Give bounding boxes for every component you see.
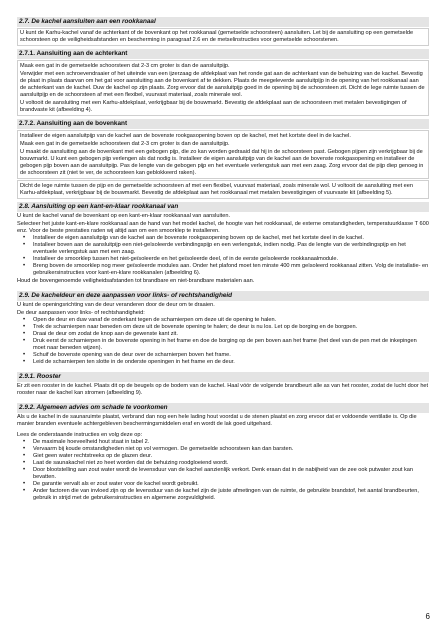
section-2-8 <box>17 202 429 285</box>
list-item: • Vervaarm bij koude omstandigheden niet op vol vermogen. De gemetselde schoorsteen kan dan barsten. <box>33 446 429 453</box>
paragraph: De deur aanpassen voor links- of rechtshandigheid: <box>17 310 145 316</box>
section-2-9 <box>17 291 429 366</box>
paragraph: Maak een gat in de gemetselde schoorsteen dat 2-3 cm groter is dan de aansluitpijp. <box>20 63 230 69</box>
paragraph: Lees de onderstaande instructies en volg deze op: <box>17 432 143 438</box>
section-heading: 2.9. De kacheldeur en deze aanpassen voor links- of rechtshandigheid <box>17 291 429 301</box>
paragraph: U maakt de aansluiting aan de bovenkant met een gebogen pijp, die zo kan worden gedraaid dat hij in de schoorsteen past. Gebogen pijpen zijn verkrijgbaar bij de bouwmarkt. U kunt een gebogen pijp verlengen als dat nodig is. Installeer de eigen aansluitpijp van de kachel aan de bovenste rookgasopening en installeer de gebogen pijp boven aan de aansluitpijp. Pas de lengte van de gebogen pijp en het eventuele verlengstuk aan met een zaag. Zorg ervoor dat de pijp diep genoeg in de schoorsteen zit (niet te ver, de schoorsteen kan geblokkeerd raken). <box>20 149 424 176</box>
paragraph: U kunt de Karhu-kachel vanaf de achterkant of de bovenkant op het rookkanaal (gemetselde schoorsteen) aansluiten. Let bij de aansluiting op een gemetselde schoorsteen op de veiligheidsafstanden en bescherming in paragraaf 2.6 en de metselinstructies voor gemetselde schoorstenen. <box>17 28 429 46</box>
section-2-7-2 <box>17 119 429 199</box>
section-2-7 <box>17 17 429 46</box>
paragraph: Als u de kachel in de saunaruimte plaatst, verbrand dan nog een hele lading hout voordat u de stenen plaatst en zorg ervoor dat er voldoende ventilatie is. Op die manier branden eventuele achtergebleven beschermingsmiddelen eraf en wordt de lak goed uitgehard. <box>17 414 417 427</box>
list-item: • Installeer boven aan de aansluitpijp een niet-geïsoleerde verbindingspijp en een verlengstuk, indien nodig. Pas de lengte van de verbindingspijp en het eventuele verlengstuk aan met een zaag. <box>33 242 429 256</box>
list-item: • Breng boven de smoorklep nog meer geïsoleerde modules aan. Onder het plafond moet ten minste 400 mm geïsoleerd rookkanaal zitten. Volg de installatie- en gebruikersinstructies voor kant-en-klare rookkanalen (afbeelding 6). <box>33 263 429 277</box>
list-item: • Ander factoren die van invloed zijn op de levensduur van de kachel zijn de juiste afmetingen van de ruimte, de gebruikte brandstof, het aantal brandbeurten, gebruik in strijd met de gebruikersinstructies en algemene zorgvuldigheid. <box>33 488 429 502</box>
list-item: • Druk eerst de scharnierpen in de bovenste opening in het frame en doe de borging op de pen boven aan het frame (het deel van de pen met de inkepingen moet naar beneden wijzen). <box>33 338 429 352</box>
paragraph: U kunt de kachel vanaf de bovenkant op een kant-en-klaar rookkanaal van aansluiten. <box>17 213 231 219</box>
list-item: • Door blootstelling aan zout water wordt de levensduur van de kachel aanzienlijk verkort. Denk eraan dat in de nabijheid van de zee ook putwater zout kan bevatten. <box>33 467 429 481</box>
section-heading: 2.7. De kachel aansluiten aan een rookkanaal <box>17 17 429 27</box>
document-page <box>17 14 429 502</box>
list-item: • Laat de saunakachel niet zo heet worden dat de behuizing roodgloeiend wordt. <box>33 460 429 467</box>
paragraph: Selecteer het juiste kant-en-klare rookkanaal aan de hand van het model kachel, de hoogte van het rookkanaal, de externe omstandigheden, temperatuurklasse T 600 enz. Voor de beste prestaties raden wij altijd aan om een smoorklep te installeren. <box>17 221 429 234</box>
section-heading: 2.9.2. Algemeen advies om schade te voorkomen <box>17 403 429 413</box>
list-item: • Leid de scharnierpen ten slotte in de onderste openingen in het frame en de deur. <box>33 359 429 366</box>
list-item: • Installeer de smoorklep tussen het niet-geïsoleerde en het geïsoleerde deel, of in de eerste geïsoleerde rookkanaalmodule. <box>33 256 429 263</box>
bullet-list <box>17 235 429 277</box>
list-item: • Installeer de eigen aansluitpijp van de kachel aan de bovenste rookgasopening boven op de kachel, met het kortste deel in de kachel. <box>33 235 429 242</box>
section-heading: 2.7.2. Aansluiting aan de bovenkant <box>17 119 429 129</box>
page-number: 6 <box>425 612 430 621</box>
paragraph: U kunt de openingsrichting van de deur veranderen door de deur om te draaien. <box>17 302 215 308</box>
list-item: • Schuif de bovenste opening van de deur over de scharnierpen boven het frame. <box>33 352 429 359</box>
bullet-list <box>17 439 429 502</box>
list-item: • Trek de scharnierpen naar beneden om deze uit de bovenste opening te halen; de deur is nu los. Let op de borging en de borgpen. <box>33 324 429 331</box>
section-2-7-1 <box>17 49 429 116</box>
boxed-block <box>17 180 429 199</box>
paragraph: U voltooit de aansluiting met een Karhu-afdekplaat, verkrijgbaar bij de bouwmarkt. Bevestig de afdekplaat aan de schoorsteen met metalen bevestigingen of brandvaste kit (afbeelding 4). <box>20 100 407 113</box>
list-item: • Draai de deur om zodat de knop aan de gewenste kant zit. <box>33 331 429 338</box>
paragraph: Maak een gat in de gemetselde schoorsteen dat 2-3 cm groter is dan de aansluitpijp. <box>20 141 230 147</box>
paragraph: Houd de bovengenoemde veiligheidsafstanden tot brandbare en niet-brandbare materialen aan. <box>17 278 255 284</box>
list-item: • Open de deur en duw vanaf de onderkant tegen de scharnierpen om deze uit de opening te halen. <box>33 317 429 324</box>
list-item: • De maximale hoeveelheid hout staat in tabel 2. <box>33 439 429 446</box>
section-2-9-2 <box>17 403 429 502</box>
section-2-9-1 <box>17 372 429 397</box>
paragraph: Er zit een rooster in de kachel. Plaats dit op de beugels op de bodem van de kachel. Haal vóór de volgende brandbeurt alle as van het rooster, zodat de lucht door het rooster naar de kachel kan stromen (afbeelding 9). <box>17 383 429 396</box>
section-heading: 2.7.1. Aansluiting aan de achterkant <box>17 49 429 59</box>
section-heading: 2.8. Aansluiting op een kant-en-klaar rookkanaal van <box>17 202 429 212</box>
section-heading: 2.9.1. Rooster <box>17 372 429 382</box>
paragraph: Dicht de lege ruimte tussen de pijp en de gemetselde schoorsteen af met een flexibel, vuurvast materiaal, zoals minerale wol. U voltooit de aansluiting met een Karhu-afdekplaat, verkrijgbaar bij de bouwmarkt. Bevestig de afdekplaat aan het rookkanaal met metalen bevestigingen of vuurvaste kit (afbeelding 5). <box>20 183 414 196</box>
boxed-block <box>17 130 429 179</box>
paragraph: Installeer de eigen aansluitpijp van de kachel aan de bovenste rookgasopening boven op de kachel, met het kortste deel in de kachel. <box>20 133 351 139</box>
bullet-list <box>17 317 429 366</box>
paragraph: Verwijder met een schroevendraaier of het uiteinde van een ijzerzaag de afdekplaat van het ronde gat aan de achterkant van de behuizing van de kachel. Bevestig de plaat in plaats daarvan om het gat voor aansluiting aan de bovenkant af te dekken. Plaats de meegeleverde aansluitpijp in de opening van het rookkanaal aan de achterkant van de kachel. Duw de kachel op zijn plaats. Zorg ervoor dat de aansluitpijp goed in de opening bij de schoorsteen zit. Dicht de lege ruimte tussen de aansluitpijp en de schoorsteen af met een flexibel, vuurvast materiaal, zoals minerale wol. <box>20 71 425 98</box>
boxed-block <box>17 60 429 116</box>
list-item: • De garantie vervalt als er zout water voor de kachel wordt gebruikt. <box>33 481 429 488</box>
list-item: • Giet geen water rechtstreeks op de glazen deur. <box>33 453 429 460</box>
